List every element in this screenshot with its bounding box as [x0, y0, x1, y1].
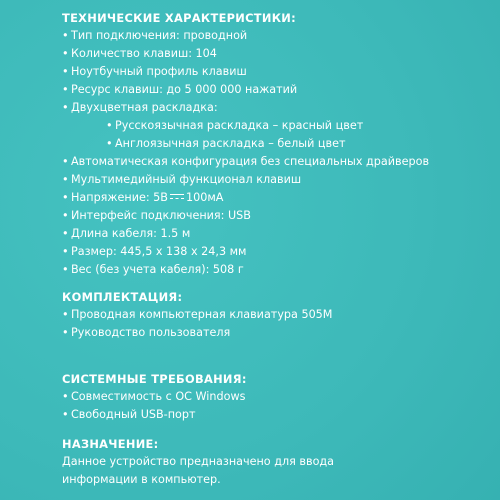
list-item	[62, 325, 230, 340]
voltage-suffix: 100мА	[185, 191, 224, 204]
bullet: •	[62, 47, 69, 60]
purpose-line: Данное устройство предназначено для ввода	[62, 455, 335, 468]
item-text: Совместимость с ОС Windows	[71, 390, 246, 403]
list-item	[62, 244, 247, 259]
bullet: •	[62, 29, 69, 42]
item-text: Мультимедийный функционал клавиш	[71, 173, 302, 186]
item-text: Проводная компьютерная клавиатура 505М	[71, 308, 333, 321]
list-item	[62, 100, 218, 115]
list-item	[62, 190, 223, 205]
sub-list-item	[106, 136, 346, 151]
bullet: •	[62, 209, 69, 222]
bullet: •	[62, 245, 69, 258]
list-item	[62, 28, 247, 43]
item-text: Двухцветная раскладка:	[71, 101, 218, 114]
item-text: Тип подключения: проводной	[71, 29, 248, 42]
specs-heading: ТЕХНИЧЕСКИЕ ХАРАКТЕРИСТИКИ:	[62, 11, 296, 25]
list-item	[62, 389, 245, 404]
bullet: •	[62, 390, 69, 403]
bullet: •	[106, 137, 113, 150]
list-item	[62, 262, 244, 277]
item-text: Свободный USB-порт	[71, 408, 196, 421]
bullet: •	[106, 119, 113, 132]
bullet: •	[62, 263, 69, 276]
list-item	[62, 82, 297, 97]
list-item	[62, 46, 217, 61]
purpose-heading: НАЗНАЧЕНИЕ:	[62, 437, 159, 451]
item-text: Количество клавиш: 104	[71, 47, 217, 60]
bullet: •	[62, 227, 69, 240]
bullet: •	[62, 173, 69, 186]
package-heading: КОМПЛЕКТАЦИЯ:	[62, 290, 183, 304]
item-text: Ресурс клавиш: до 5 000 000 нажатий	[71, 83, 298, 96]
list-item	[62, 226, 190, 241]
purpose-line: информации в компьютер.	[62, 473, 221, 486]
sub-list-item	[106, 118, 363, 133]
bullet: •	[62, 65, 69, 78]
list-item	[62, 64, 247, 79]
bullet: •	[62, 326, 69, 339]
item-text: Ноутбучный профиль клавиш	[71, 65, 247, 78]
bullet: •	[62, 308, 69, 321]
requirements-heading: СИСТЕМНЫЕ ТРЕБОВАНИЯ:	[62, 372, 247, 386]
item-text: Руководство пользователя	[71, 326, 231, 339]
item-text: Длина кабеля: 1.5 м	[71, 227, 191, 240]
item-text: Размер: 445,5 x 138 x 24,3 мм	[71, 245, 247, 258]
item-text: Русскоязычная раскладка – красный цвет	[115, 119, 364, 132]
list-item	[62, 407, 195, 422]
list-item	[62, 172, 301, 187]
list-item	[62, 307, 332, 322]
item-text: Англоязычная раскладка – белый цвет	[115, 137, 346, 150]
bullet: •	[62, 101, 69, 114]
bullet: •	[62, 83, 69, 96]
bullet: •	[62, 408, 69, 421]
bullet: •	[62, 191, 69, 204]
voltage-prefix: Напряжение: 5В	[71, 191, 168, 204]
bullet: •	[62, 155, 69, 168]
item-text: Автоматическая конфигурация без специальных драйверов	[71, 155, 430, 168]
item-text: Интерфейс подключения: USB	[71, 209, 251, 222]
item-text: Вес (без учета кабеля): 508 г	[71, 263, 244, 276]
dc-current-icon	[169, 193, 185, 201]
list-item	[62, 154, 429, 169]
list-item	[62, 208, 251, 223]
